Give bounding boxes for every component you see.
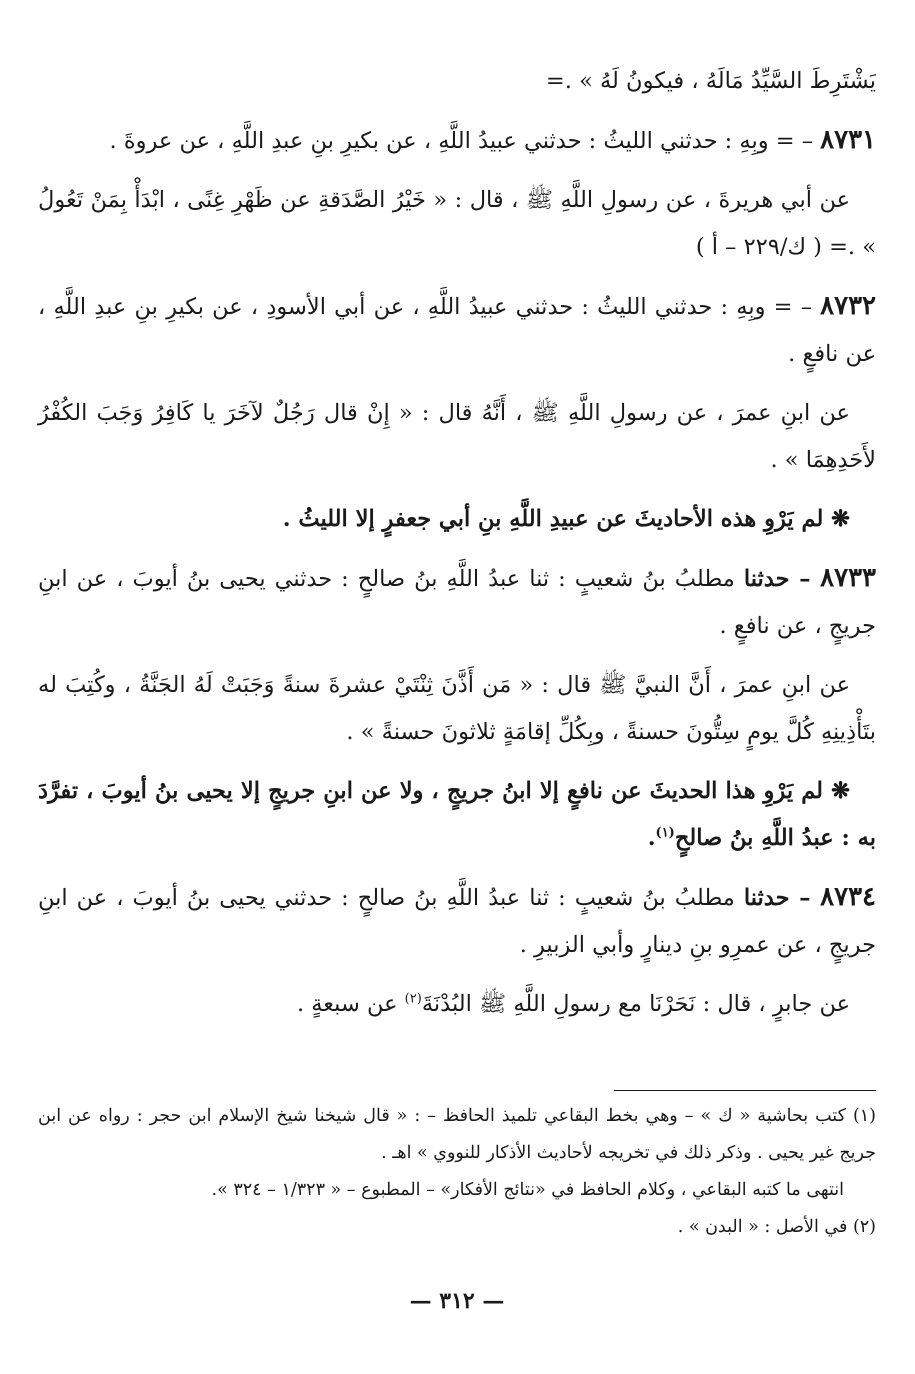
footnote-text: انتهى ما كتبه البقاعي ، وكلام الحافظ في «نتائج الأفكار» – المطبوع – « ١/٣٢٣ – ٣٢٤ ». [211,1180,844,1200]
hadith-matn-8731 [38,177,876,271]
matn-tail: عن سبعةٍ . [296,991,405,1017]
hadith-8733 [38,555,876,650]
matn-text: عن أبي هريرةَ ، عن رسولِ اللَّهِ ﷺ ، قال : « خَيْرُ الصَّدَقةِ عن ظَهْرِ غِنًى ، ابْدَأْ بِمَنْ تَعُولُ » .= ( ك/٢٢٩ – أ ) [38,187,876,260]
hadith-8734 [38,874,876,969]
commentary-note-1 [38,496,876,543]
hadith-8731 [38,117,876,165]
footnote-text: في الأصل : « البدن » . [677,1217,848,1237]
hadith-text: مطلبُ بنُ شعيبٍ : ثنا عبدُ اللَّهِ بنُ صالحٍ : حدثني يحيى بنُ أيوبَ ، عن ابنِ جريجٍ ، عن نافعٍ . [38,566,876,639]
matn-text: عن جابرٍ ، قال : نَحَرْنَا مع رسولِ اللَّهِ ﷺ البُدْنَةَ [421,991,850,1017]
commentary-note-2 [38,768,876,862]
footnote-marker: (١) [852,1106,876,1126]
hadith-text: – = وبِهِ : حدثني الليثُ : حدثني عبيدُ اللَّهِ ، عن بكيرِ بنِ عبدِ اللَّهِ ، عن عروةَ . [109,128,821,154]
hadith-lead: – حدثنا [743,566,821,592]
footnote-1-continuation [38,1172,876,1209]
hadith-matn-8732 [38,390,876,484]
hadith-matn-8734 [38,981,876,1028]
footnote-marker: (٢) [852,1217,876,1237]
footnote-2 [38,1209,876,1246]
hadith-8732 [38,283,876,378]
hadith-number: ٨٧٣٣ [820,563,876,593]
footnotes [38,1098,876,1246]
commentary-text: ❋ لم يَرْوِ هذا الحديثَ عن نافعٍ إلا ابنُ جريجٍ ، ولا عن ابنِ جريجٍ إلا يحيى بنُ أيوبَ ، تفرَّدَ به : عبدُ اللَّهِ بنُ صالحٍ [38,778,876,851]
hadith-number: ٨٧٣٢ [820,291,876,321]
matn-text: عن ابنِ عمرَ ، عن رسولِ اللَّهِ ﷺ ، أَنَّهُ قال : « إِنْ قال رَجُلٌ لآخَرَ يا كَافِرُ وَجَبَ الكُفْرُ لأَحَدِهِمَا » . [38,400,876,473]
hadith-matn-8733 [38,662,876,756]
hadith-text: مطلبُ بنُ شعيبٍ : ثنا عبدُ اللَّهِ بنُ صالحٍ : حدثني يحيى بنُ أيوبَ ، عن ابنِ جريجٍ ، عن عمرِو بنِ دينارٍ وأبي الزبيرِ . [38,885,876,958]
book-page [38,58,876,1358]
commentary-tail: . [647,825,656,851]
hadith-number: ٨٧٣٤ [820,882,876,912]
hadith-text: – = وبِهِ : حدثني الليثُ : حدثني عبيدُ اللَّهِ ، عن أبي الأسودِ ، عن بكيرِ بنِ عبدِ اللَّهِ ، عن نافعٍ . [38,294,876,367]
hadith-lead: – حدثنا [743,885,821,911]
paragraph-continuation [38,58,876,105]
footnote-text: كتب بحاشية « ك » – وهي بخط البقاعي تلميذ الحافظ – : « قال شيخنا شيخ الإسلام ابن حجر : رواه عن ابن جريج غير يحيى . وذكر ذلك في تخريجه لأحاديث الأذكار للنووي » اهـ . [38,1106,876,1163]
footnote-divider [614,1090,876,1091]
paragraph-text: يَشْتَرِطَ السَّيِّدُ مَالَهُ ، فيكونُ لَهُ » .= [545,68,876,94]
footnote-ref-2[interactable]: (٢) [404,991,422,1007]
footnote-ref-1[interactable]: (١) [655,825,675,841]
page-number: — ٣١٢ — [409,1288,505,1314]
footnote-1 [38,1098,876,1172]
main-text [38,58,876,1028]
commentary-text: ❋ لم يَرْوِ هذه الأحاديثَ عن عبيدِ اللَّهِ بنِ أبي جعفرٍ إلا الليثُ . [282,506,850,532]
hadith-number: ٨٧٣١ [820,125,876,155]
matn-text: عن ابنِ عمرَ ، أَنَّ النبيَّ ﷺ قال : « مَن أَذَّنَ ثِنْتَيْ عشرةَ سنةً وَجَبَتْ لَهُ الجَنَّةُ ، وكُتِبَ له بتَأْذِينِهِ كُلَّ يومٍ سِتُّونَ حسنةً ، وبِكُلِّ إقامَةٍ ثلاثونَ حسنةً » . [38,672,876,745]
